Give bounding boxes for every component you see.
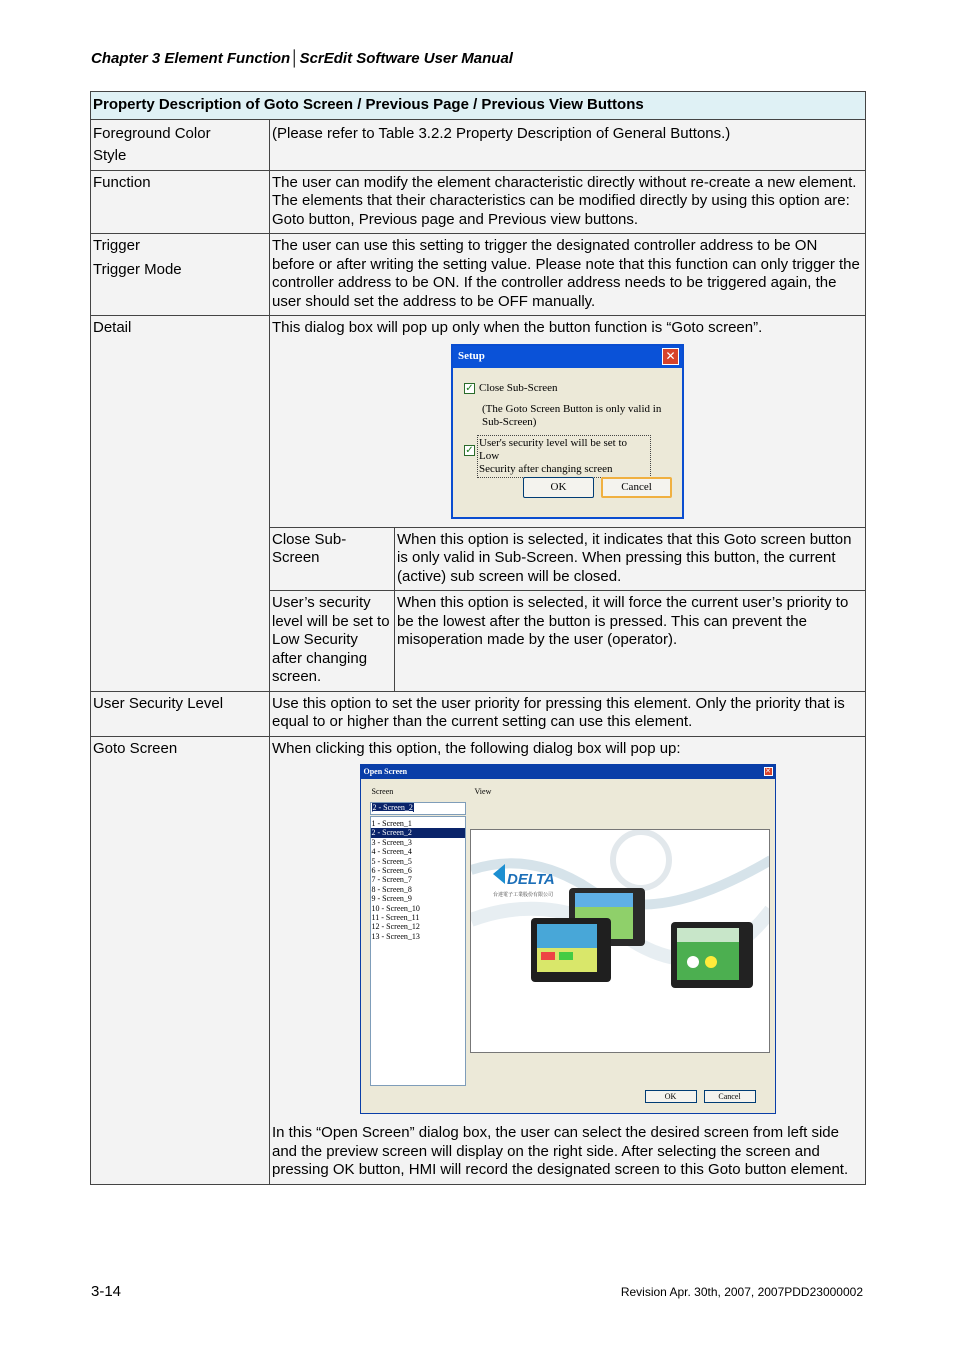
note-line: (The Goto Screen Button is only valid in <box>482 402 662 415</box>
revision-text: Revision Apr. 30th, 2007, 2007PDD23000002 <box>620 1285 863 1299</box>
sub-desc: When this option is selected, it indicates that this Goto screen button is only valid in Sub-Screen. When pressing this button, the current (active) sub screen will be closed. <box>395 527 866 591</box>
ok-button[interactable]: OK <box>523 477 594 498</box>
setup-dialog <box>451 344 684 519</box>
close-icon[interactable]: ✕ <box>765 767 771 775</box>
setup-figure <box>272 338 863 523</box>
row-desc: The user can use this setting to trigger the designated controller address to be ON before or after writing the setting value. Please note that this function can only trigger the controller address to be ON. If the controller address needs to be triggered again, the user should set the address to be OFF manually. <box>270 234 866 316</box>
screen-list-item[interactable]: 6 - Screen_6 <box>371 866 412 876</box>
cancel-button[interactable]: Cancel <box>704 1090 756 1103</box>
logo-subtext: 台達電子工業股份有限公司 <box>492 892 553 898</box>
table-title: Property Description of Goto Screen / Previous Page / Previous View Buttons <box>91 92 866 120</box>
view-label: View <box>474 787 492 796</box>
screen-list-item[interactable]: 4 - Screen_4 <box>371 847 412 857</box>
screen-list-item[interactable]: 12 - Screen_12 <box>371 922 420 932</box>
open-titlebar <box>361 765 775 779</box>
screen-list-item[interactable]: 10 - Screen_10 <box>371 903 420 913</box>
sub-desc: When this option is selected, it will force the current user’s priority to be the lowest after the button is pressed. This can prevent the misoperation made by the user (operator). <box>395 591 866 692</box>
screen-combo[interactable] <box>370 802 466 815</box>
hmi-panel-front <box>531 918 611 982</box>
label-line: Trigger <box>93 237 140 254</box>
close-icon[interactable]: ✕ <box>662 348 679 365</box>
low-security-checkbox[interactable]: ✓ <box>465 444 474 456</box>
property-table <box>90 91 866 1185</box>
row-desc: Use this option to set the user priority for pressing this element. Only the priority that is equal to or higher than the current setting can use this element. <box>270 691 866 736</box>
close-subscreen-checkbox[interactable]: ✓ <box>465 382 474 394</box>
table-row <box>91 234 866 316</box>
screen-list-item[interactable]: 7 - Screen_7 <box>371 875 412 885</box>
low-security-line: User's security level will be set to Low <box>479 436 628 462</box>
cancel-button[interactable]: Cancel <box>601 477 672 498</box>
screen-list-item[interactable]: 13 - Screen_13 <box>371 931 420 941</box>
table-row <box>91 316 866 528</box>
close-subscreen-label: Close Sub-Screen <box>479 381 558 394</box>
setup-title: Setup <box>458 349 485 362</box>
open-screen-figure <box>272 758 863 1124</box>
table-row <box>91 170 866 234</box>
label-line: Foreground Color <box>93 124 211 142</box>
label-line: Style <box>93 147 127 164</box>
screen-list-item[interactable]: 5 - Screen_5 <box>371 856 412 866</box>
label-line: Trigger Mode <box>93 260 182 278</box>
sub-label: User’s security level will be set to Low Security after changing screen. <box>270 591 395 692</box>
row-label <box>91 234 270 316</box>
screen-list-item[interactable]: 3 - Screen_3 <box>371 837 412 847</box>
table-row <box>91 691 866 736</box>
sub-label: Close Sub-Screen <box>270 527 395 591</box>
open-title: Open Screen <box>363 767 408 776</box>
goto-cell <box>270 736 866 1184</box>
screen-list-item[interactable]: 2 - Screen_2 <box>371 828 465 837</box>
row-label: User Security Level <box>91 691 270 736</box>
logo-text: DELTA <box>506 871 555 888</box>
row-label <box>91 119 270 170</box>
row-desc: The user can modify the element characteristic directly without re-create a new element. The elements that their characteristics can be modified directly by using this option are: Goto button, Previous page and Previous view buttons. <box>270 170 866 234</box>
open-screen-dialog <box>360 764 776 1114</box>
row-desc: (Please refer to Table 3.2.2 Property Description of General Buttons.) <box>270 119 866 170</box>
page-number: 3-14 <box>91 1283 122 1300</box>
table-row <box>91 736 866 1184</box>
preview-image <box>471 830 770 1053</box>
screen-list-item[interactable]: 9 - Screen_9 <box>371 894 412 904</box>
row-label: Goto Screen <box>91 736 270 1184</box>
screen-list-item[interactable]: 1 - Screen_1 <box>371 819 412 828</box>
screen-list[interactable] <box>370 816 466 1086</box>
detail-intro: This dialog box will pop up only when the button function is “Goto screen”. <box>272 319 763 336</box>
preview-pane <box>470 829 770 1053</box>
detail-cell <box>270 316 866 528</box>
goto-intro: When clicking this option, the following dialog box will pop up: <box>272 739 681 757</box>
screen-list-item[interactable]: 8 - Screen_8 <box>371 884 412 894</box>
screen-list-item[interactable]: 11 - Screen_11 <box>371 913 420 923</box>
screen-label: Screen <box>371 787 394 796</box>
low-security-label <box>477 435 651 478</box>
goto-outro: In this “Open Screen” dialog box, the user can select the desired screen from left side and the preview screen will display on the right side. After selecting the screen and pressing OK button, HMI will record the designated screen to this Goto button element. <box>272 1124 849 1178</box>
low-security-line: Security after changing screen <box>479 462 613 475</box>
table-row <box>91 119 866 170</box>
note-line: Sub-Screen) <box>482 415 537 428</box>
running-header: Chapter 3 Element Function│ScrEdit Software User Manual <box>91 50 513 67</box>
row-label: Detail <box>91 316 270 692</box>
row-label: Function <box>91 170 270 234</box>
setup-titlebar <box>453 346 682 368</box>
hmi-panel-right <box>671 922 753 988</box>
combo-value: 2 - Screen_2 <box>372 803 413 812</box>
ok-button[interactable]: OK <box>645 1090 697 1103</box>
